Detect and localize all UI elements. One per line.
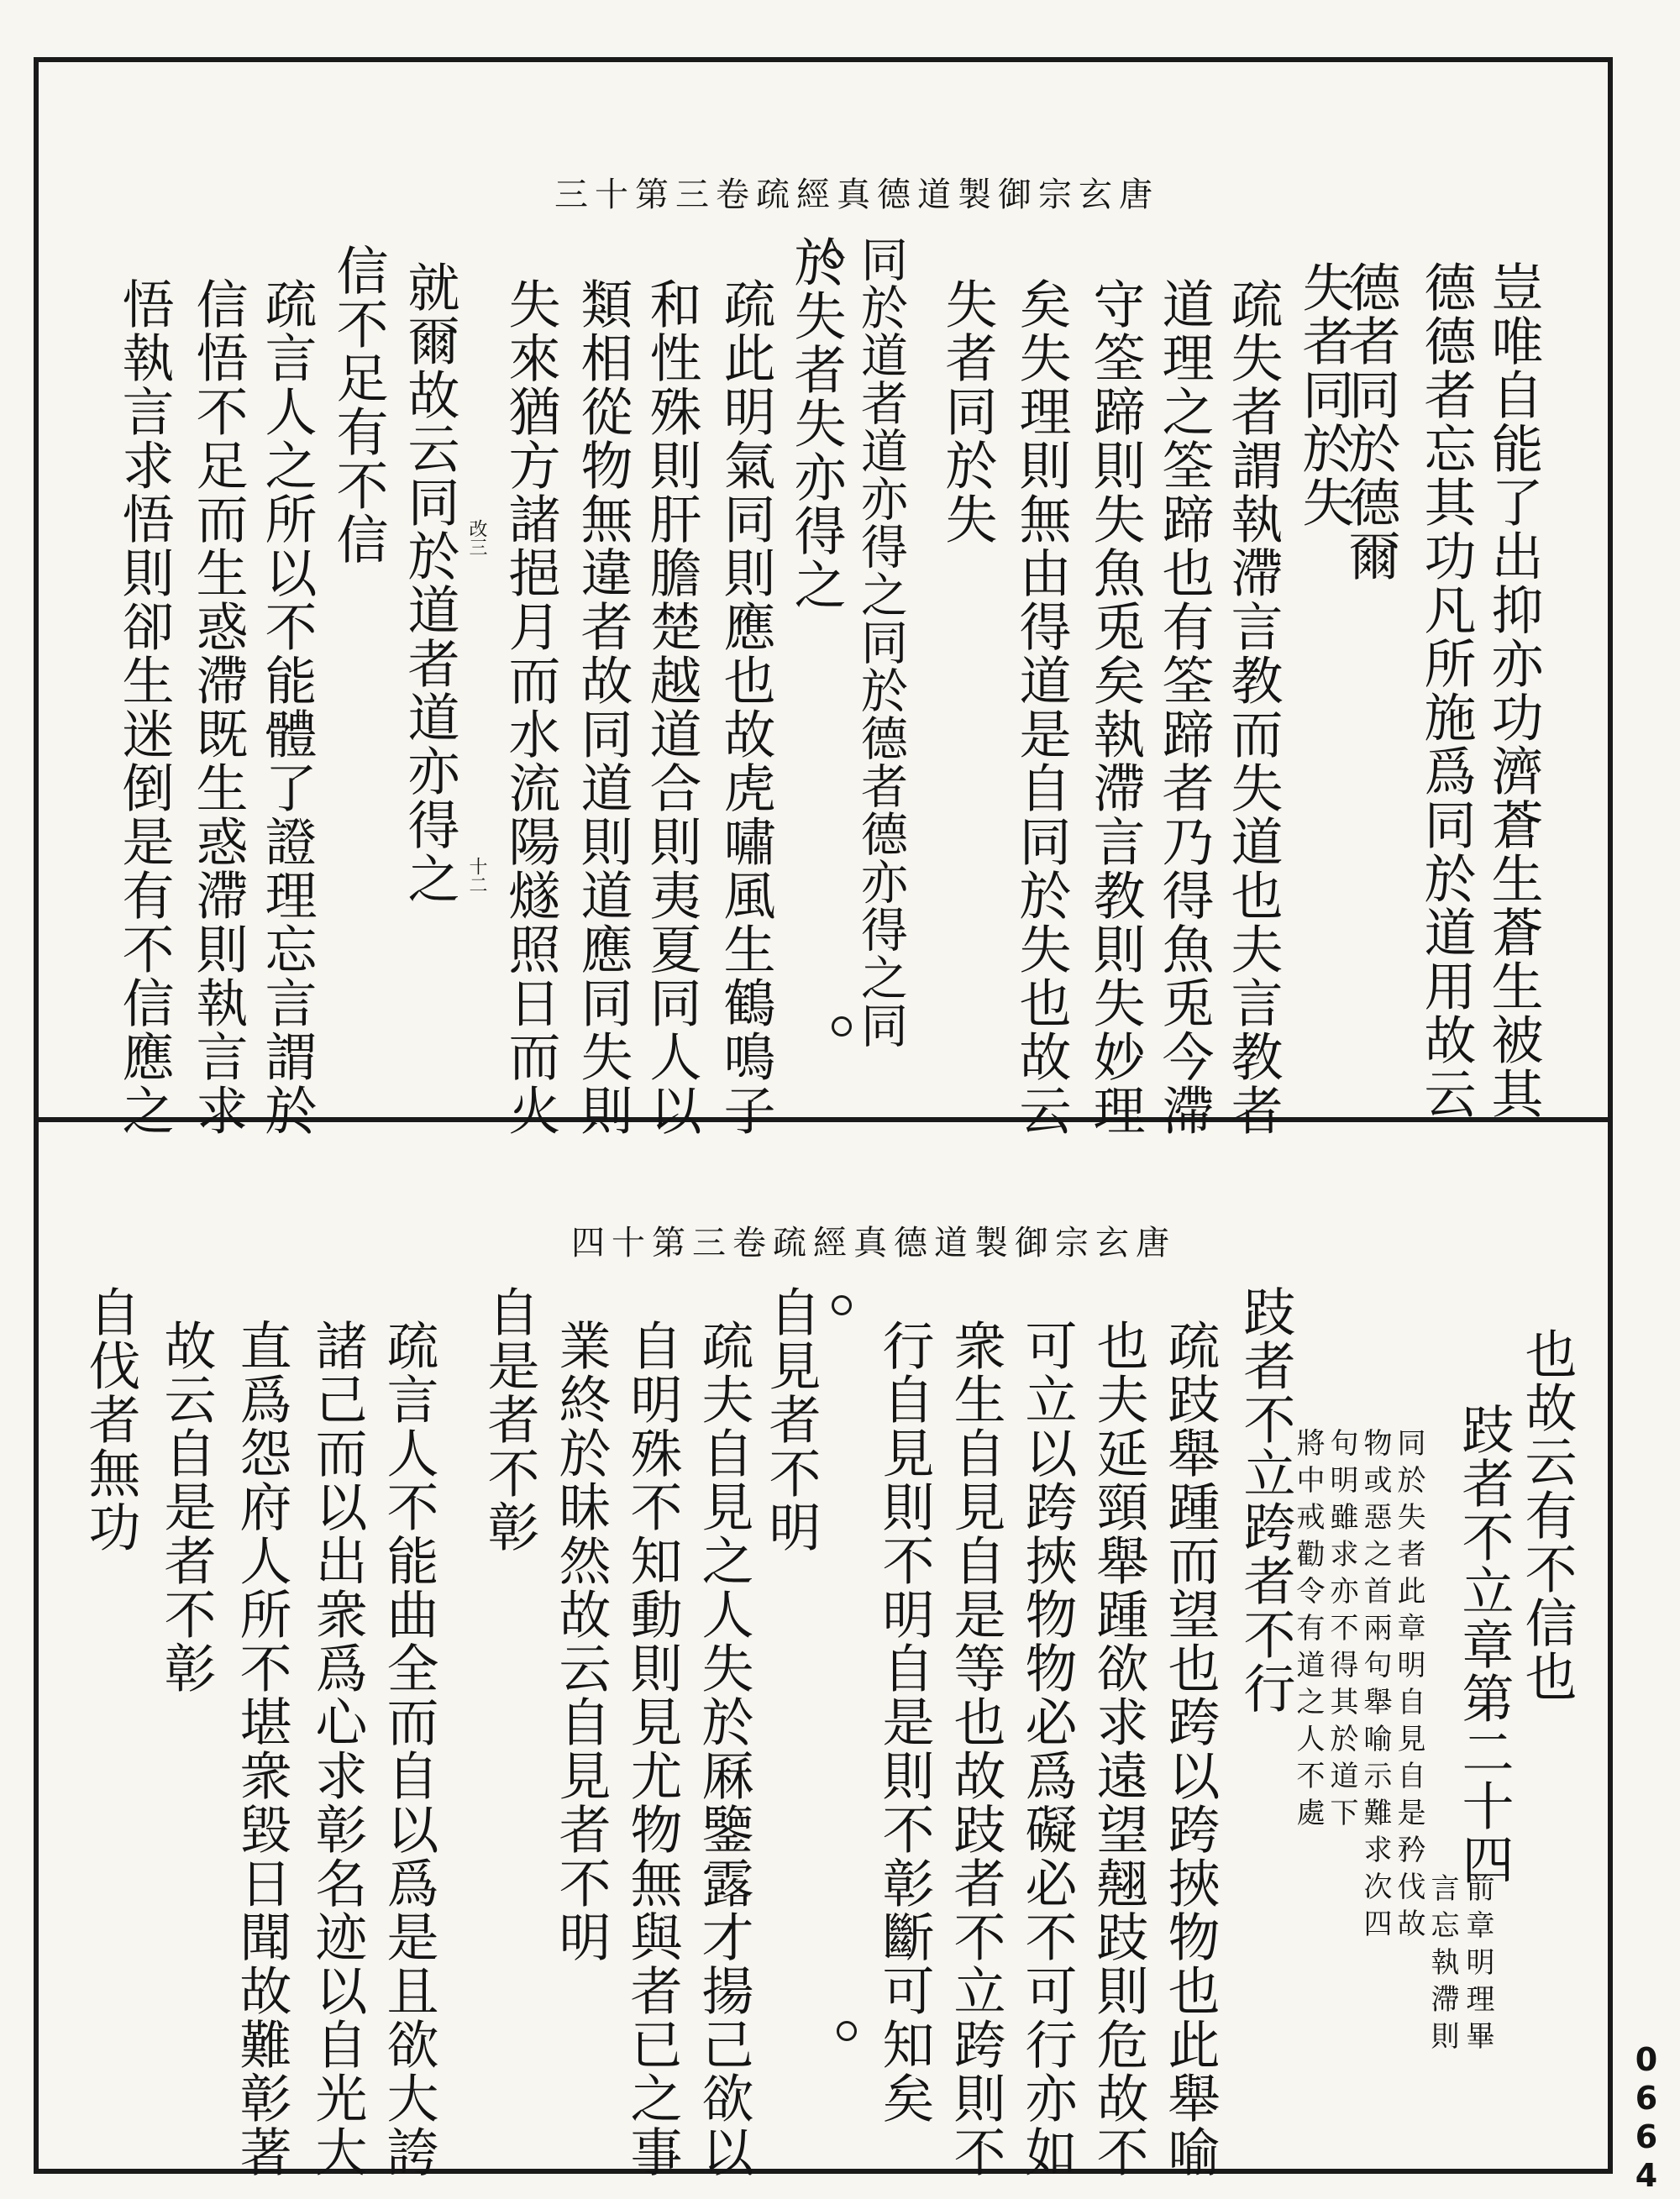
lower-column-1: 也故云有不信也 bbox=[1516, 1327, 1578, 1703]
chapter-note-col-2: 言忘執滯則 bbox=[1425, 1873, 1459, 2058]
lower-column-2: 跂者不立章第二十四 bbox=[1453, 1403, 1515, 1887]
upper-column-9: 失者同於失 bbox=[937, 277, 998, 546]
upper-column-16: 就爾故云同於道者道亦得之 bbox=[399, 260, 460, 905]
upper-column-18: 疏言人之所以不能體了證理忘言謂於 bbox=[256, 277, 318, 1137]
upper-column-8: 矣失理則無由得道是自同於失也故云 bbox=[1011, 277, 1072, 1137]
lower-column-7: 衆生自見自是等也故跂者不立跨則不 bbox=[945, 1319, 1006, 2179]
chapter-note-col-1: 前章明理畢 bbox=[1461, 1873, 1494, 2058]
lower-column-15: 諸己而以出衆爲心求彰名迹以自光大 bbox=[307, 1319, 368, 2179]
upper-column-6: 道理之筌蹄也有筌蹄者乃得魚兎今滯 bbox=[1153, 277, 1215, 1137]
upper-column-19: 信悟不足而生惑滯既生惑滯則執言求 bbox=[187, 277, 249, 1137]
lower-column-13: 自是者不彰 bbox=[479, 1285, 540, 1554]
lower-column-17: 故云自是者不彰 bbox=[155, 1319, 217, 1695]
upper-column-1: 豈唯自能了出抑亦功濟蒼生蒼生被其 bbox=[1483, 260, 1544, 1120]
upper-column-20: 悟執言求悟則卻生迷倒是有不信應之 bbox=[113, 277, 175, 1137]
chapter-note-col-3: 同於失者此章明自見自是矜伐故 bbox=[1392, 1428, 1425, 1945]
upper-column-17: 信不足有不信 bbox=[328, 244, 389, 566]
lower-column-10: 疏夫自見之人失於厤鑒露才揚己欲以 bbox=[693, 1319, 754, 2179]
lower-column-18: 自伐者無功 bbox=[80, 1285, 141, 1554]
upper-column-3: 德者同於德爾 bbox=[1340, 260, 1401, 583]
upper-margin-note-a: 改三 bbox=[466, 519, 487, 556]
chapter-note-col-4: 物或惡之首兩句舉喻示難求次四 bbox=[1358, 1428, 1392, 1945]
lower-header: 唐玄宗御製道德真經疏卷三第十四 bbox=[571, 1224, 1176, 1262]
upper-column-7: 守筌蹄則失魚兎矣執滯言教則失妙理 bbox=[1084, 277, 1146, 1137]
lower-column-9: 自見者不明 bbox=[760, 1285, 822, 1554]
lower-column-11: 自明殊不知動則見尤物無與者已之事 bbox=[622, 1319, 683, 2179]
upper-column-5: 疏失者謂執滯言教而失道也夫言教者 bbox=[1222, 277, 1284, 1137]
upper-header: 唐玄宗御製道德真經疏卷三第十三 bbox=[554, 176, 1159, 214]
lower-column-14: 疏言人不能曲全而自以爲是且欲大誇 bbox=[378, 1319, 439, 2179]
lower-column-16: 直爲怨府人所不堪衆毀日聞故難彰著 bbox=[231, 1319, 292, 2179]
chapter-note-col-5: 句明雖求亦不得其於道下 bbox=[1325, 1428, 1358, 1834]
circle-mark bbox=[832, 1295, 852, 1315]
lower-column-3: 跂者不立跨者不行 bbox=[1235, 1285, 1296, 1715]
upper-column-12: 疏此明氣同則應也故虎嘯風生鶴鳴子 bbox=[715, 277, 776, 1137]
upper-margin-note-b: 十二 bbox=[466, 857, 487, 894]
circle-mark bbox=[832, 1016, 852, 1037]
circle-mark bbox=[823, 249, 843, 269]
upper-column-15: 失來猶方諸挹月而水流陽燧照日而火 bbox=[500, 277, 561, 1137]
upper-column-14: 類相從物無違者故同道則道應同失則 bbox=[572, 277, 633, 1137]
chapter-note-col-6: 將中戒勸令有道之人不處 bbox=[1291, 1428, 1325, 1834]
upper-column-11: 於失者失亦得之 bbox=[785, 235, 847, 611]
circle-mark bbox=[837, 2021, 857, 2041]
page-number: 0664 bbox=[1628, 2041, 1665, 2196]
upper-column-13: 和性殊則肝膽楚越道合則夷夏同人以 bbox=[641, 277, 702, 1137]
lower-column-5: 也夫延頸舉踵欲求遠望翹跂則危故不 bbox=[1088, 1319, 1149, 2179]
lower-column-8: 行自見則不明自是則不彰斷可知矣 bbox=[874, 1319, 935, 2125]
upper-column-10: 同於道者道亦得之同於德者德亦得之同 bbox=[853, 235, 908, 1049]
upper-column-4: 失者同於失 bbox=[1294, 260, 1355, 529]
lower-column-12: 業終於昧然故云自見者不明 bbox=[550, 1319, 612, 1964]
lower-column-4: 疏跂舉踵而望也跨以跨挾物也此舉喻 bbox=[1159, 1319, 1221, 2179]
lower-column-6: 可立以跨挾物物必爲礙必不可行亦如 bbox=[1016, 1319, 1078, 2179]
upper-column-2: 德德者忘其功凡所施爲同於道用故云 bbox=[1415, 260, 1477, 1120]
